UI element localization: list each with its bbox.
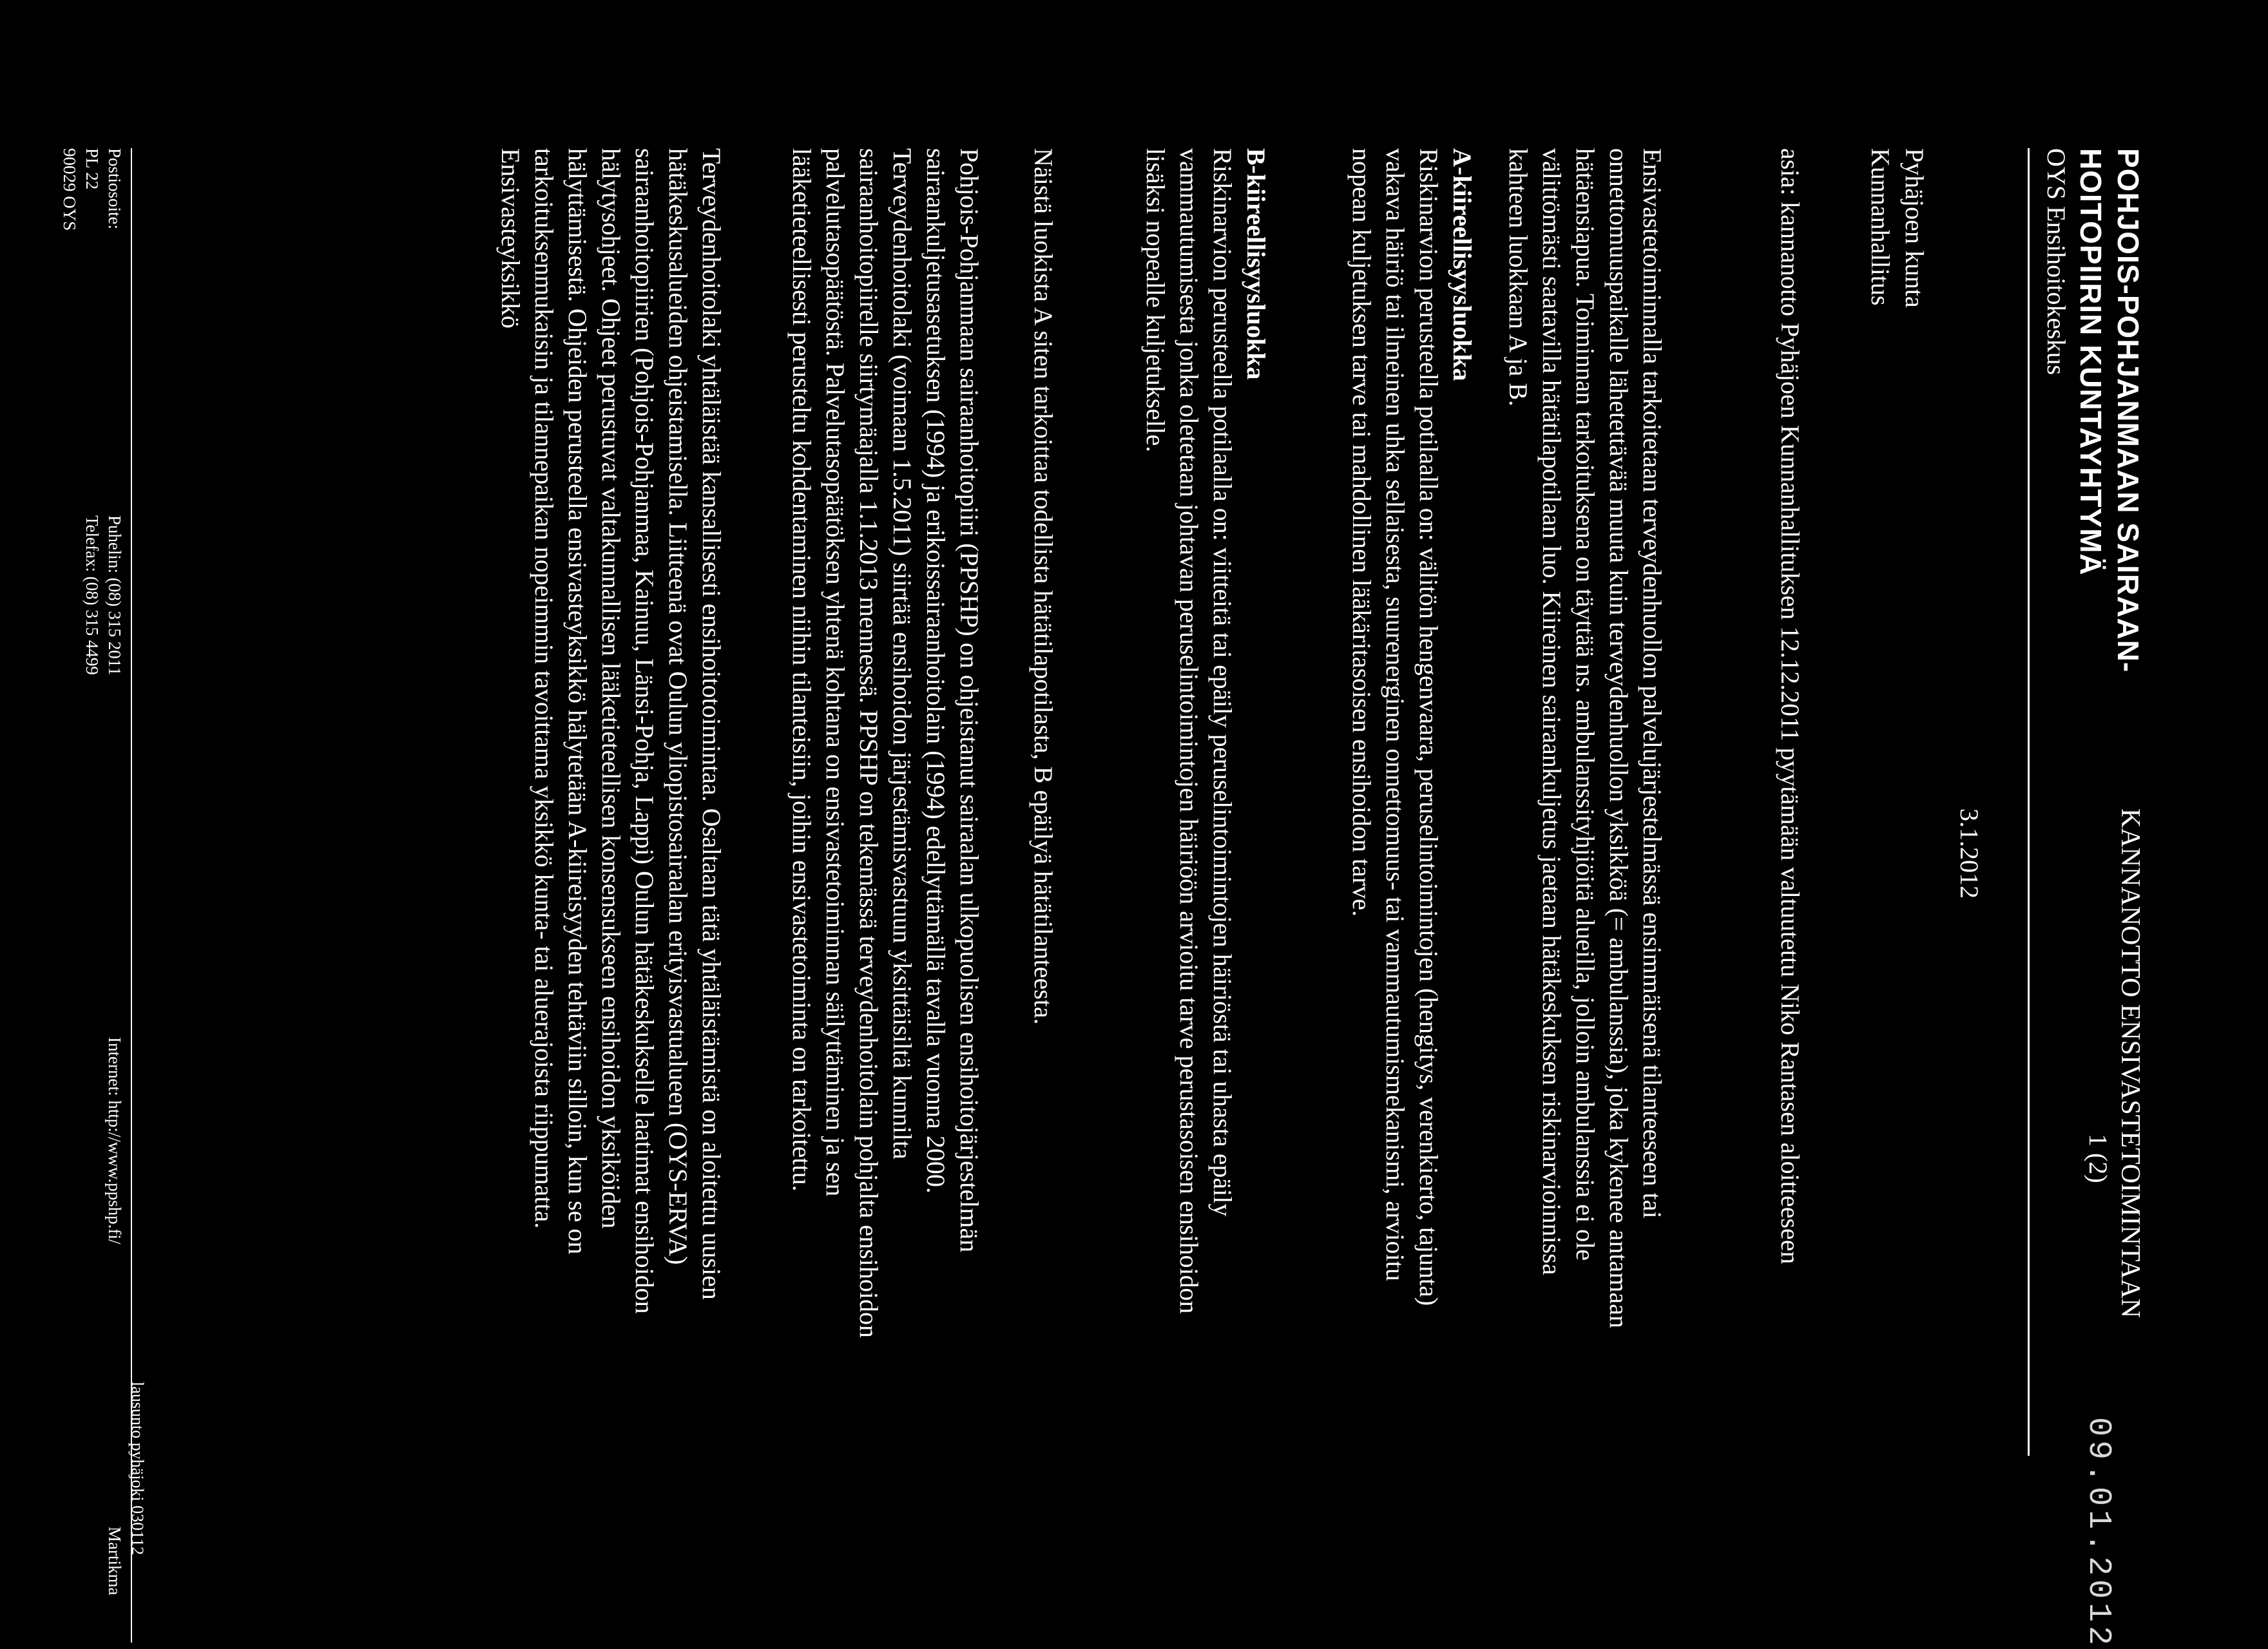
footer-postal-box: PL 22	[82, 148, 102, 190]
received-date-stamp: 09.01.2012	[2080, 1417, 2117, 1649]
heading-b-urgency: B-kiireellisyysluokka	[1242, 148, 1271, 380]
footer-internet: Internet: http://www.ppshp.fi/	[105, 1037, 124, 1244]
organization-name-line2: HOITOPIIRIN KUNTAYHTYMÄ	[2074, 148, 2108, 576]
header-divider	[2028, 148, 2030, 1456]
footer-phone: Puhelin: (08) 315 2011	[105, 515, 124, 676]
paragraph-health-care-act: Terveydenhoitolaki yhtäläistää kansallisesti ensihoitotoimintaa. Osaltaan tätä yhtäläistämistä on aloitettu uusien hätäkeskusalueiden ohjeistamisella. Liitteenä ovat Oulun yliopistosairaalan erityisvastualueen (OYS-ERVA) sairaanhoitopiirien (Pohjois-Pohjanmaa, Kainuu, Länsi-Pohja, Lappi) Oulun hätäkeskukselle laatimat ensihoidon hälytysohjeet. Ohjeet perustuvat valtakunnallisen lääketieteellisen konsensukseen ensihoidon yksiköiden hälyttämisestä. Ohjeiden perusteella ensivasteyksikkö hälytetään A-kiireisyyden tehtäviin silloin, kun se on tarkoituksenmukaisin ja tilannepaikan nopeimmin tavoittama yksikkö kunta- tai aluerajoista riippumatta. Ensivasteyksikkö	[496, 148, 726, 1314]
paragraph-b-urgency: Riskinarvion perusteella potilaalla on: viitteitä tai epäily peruselintoimintojen häiriöstä tai uhasta epäily vammautumisesta jonka oletetaan johtavan peruselintoimintojen häiriöön arvioitu tarve perustasoisen ensihoidon lisäksi nopealle kuljetukselle.	[1141, 148, 1237, 1314]
paragraph-ppshp: Pohjois-Pohjanmaan sairaanhoitopiiri (PPSHP) on ohjeistanut sairaalan ulkopuolisen ensihoitojärjestelmän sairaankuljetusasetuksen (1994) ja erikoissairaanhoitolain (1994) edellyttämällä tavalla vuonna 2000. Terveydenhoitolaki (voimaan 1.5.2011) siirtää ensihoidon järjestämisvastuun yksittäisiltä kunnilta sairaanhoitopiirelle siirtymäajalla 1.1.2013 mennessä. PPSHP on tekemässä terveydenhoitolain pohjalta ensihoidon palvelutasopäätöstä. Palvelutasopäätöksen yhtenä kohtana on ensivastetoiminnan säilyttäminen ja sen lääketieteellisesti perusteltu kohdentaminen niihin tilanteisiin, joihin ensivastetoiminta on tarkoitettu.	[787, 148, 984, 1339]
footer-postal-label: Postiosoite:	[105, 148, 124, 230]
footer-author: Martikma	[105, 1527, 124, 1596]
subject-line: asia: kannanotto Pyhäjoen Kunnanhallituksen 12.12.2011 pyytämään valtuutettu Niko Rantasen aloitteeseen	[1776, 148, 1805, 1264]
footer-postal-city: 90029 OYS	[60, 148, 79, 231]
organization-unit: OYS Ensihoitokeskus	[2042, 148, 2071, 376]
document-title: KANNANOTTO ENSIVASTETOIMINTAAN	[2115, 808, 2145, 1319]
footer-fax: Telefax: (08) 315 4499	[82, 515, 102, 675]
paragraph-definition: Ensivastetoiminnalla tarkoitetaan terveydenhuollon palvelujärjestelmässä ensimmäisenä tilanteeseen tai onnettomuuspaikalle lähetettävää muuta kuin terveydenhuollon yksikköä (= ambulanssia), joka kykenee antamaan hätäensiapua. Toiminnan tarkoituksena on täyttää ns. ambulanssityhjiöitä alueilla, jolloin ambulanssia ei ole välittömästi saatavilla hätätilapotilaan luo. Kiireinen sairaankuljetus jaetaan hätäkeskuksen riskinarvioinnissa kahteen luokkaan A ja B.	[1504, 148, 1667, 1328]
document-date: 3.1.2012	[1955, 808, 1984, 899]
recipient-line1: Pyhäjoen kunta	[1900, 148, 1929, 308]
paragraph-a-urgency: Riskinarvion perusteella potilaalla on: välitön hengenvaara, peruselintoimintojen (hengitys, verenkierto, tajunta) vakava häiriö tai ilmeinen uhka sellaisesta, suurenerginen onnettomuus- tai vammautumismekanismi, arvioitu nopean kuljetuksen tarve tai mahdollinen lääkäritasoisen ensihoidon tarve.	[1347, 148, 1443, 1306]
paragraph-classes-summary: Näistä luokista A siten tarkoittaa todellista hätätilapotilasta, B epäilyä hätätilanteesta.	[1029, 148, 1058, 1025]
organization-name-line1: POHJOIS-POHJANMAAN SAIRAAN-	[2111, 148, 2145, 673]
page-number: 1 (2)	[2084, 1134, 2113, 1183]
footer-file-reference: lausunto pyhäjoki 030112	[128, 1382, 147, 1556]
heading-a-urgency: A-kiireellisyysluokka	[1448, 148, 1477, 381]
recipient-line2: Kunnanhallitus	[1866, 148, 1895, 306]
